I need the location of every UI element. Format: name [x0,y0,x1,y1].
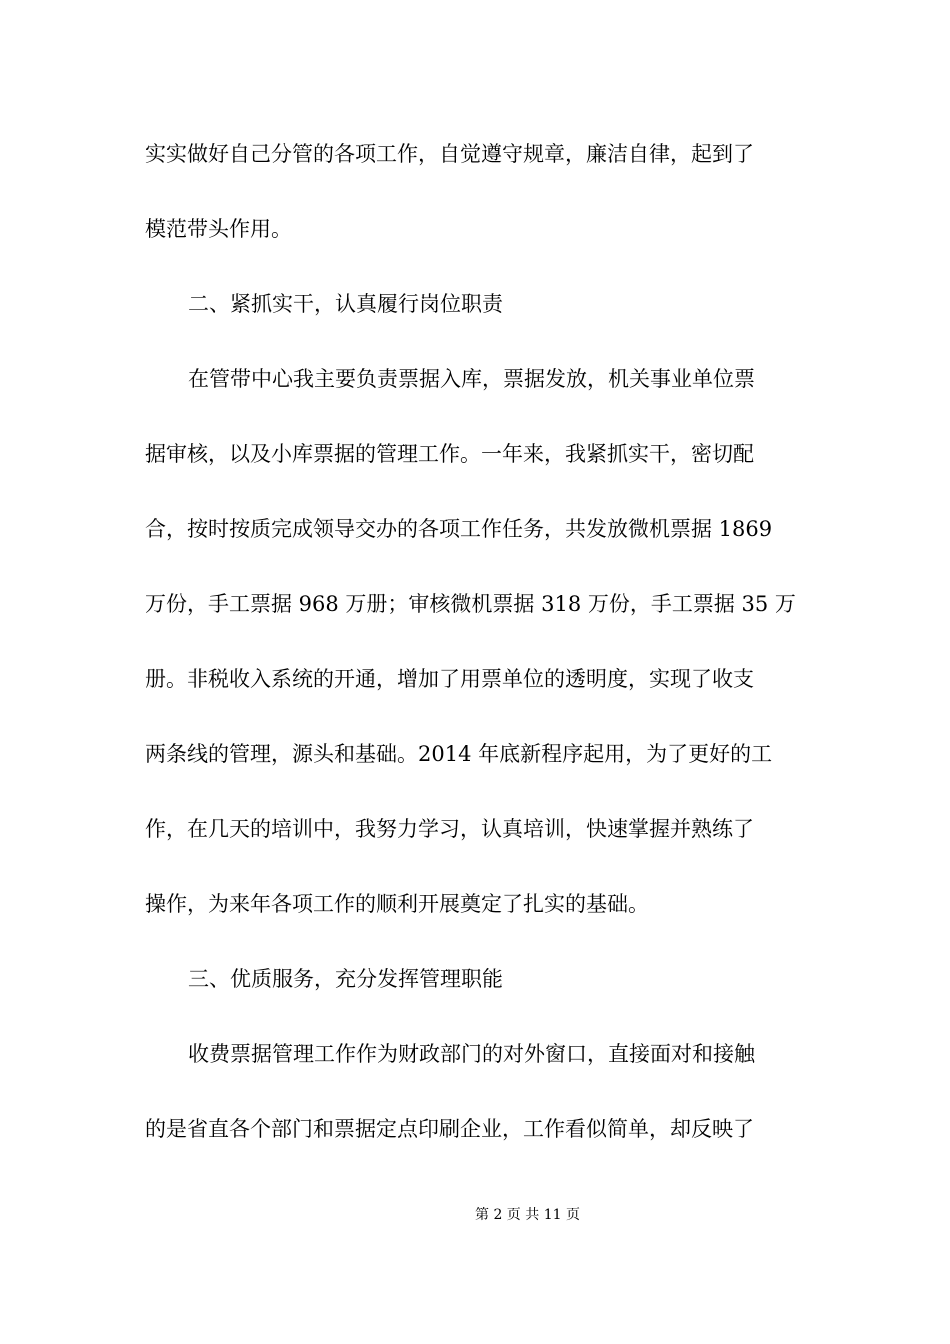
text-line: 的是省直各个部门和票据定点印刷企业，工作看似简单，却反映了 [145,1117,754,1141]
text-line: 册。非税收入系统的开通，增加了用票单位的透明度，实现了收支 [145,667,754,691]
text-line: 实实做好自己分管的各项工作，自觉遵守规章，廉洁自律，起到了 [145,142,754,166]
text-line: 操作，为来年各项工作的顺利开展奠定了扎实的基础。 [145,892,649,916]
text-line: 在管带中心我主要负责票据入库，票据发放，机关事业单位票 [188,367,755,391]
text-line: 收费票据管理工作作为财政部门的对外窗口，直接面对和接触 [188,1042,755,1066]
text-line: 作，在几天的培训中，我努力学习，认真培训，快速掌握并熟练了 [145,817,754,841]
text-line: 模范带头作用。 [145,217,292,241]
section-heading: 二、紧抓实干，认真履行岗位职责 [188,292,503,316]
section-heading: 三、优质服务，充分发挥管理职能 [188,967,503,991]
text-line: 据审核，以及小库票据的管理工作。一年来，我紧抓实干，密切配 [145,442,754,466]
text-line: 万份，手工票据 968 万册；审核微机票据 318 万份，手工票据 35 万 [145,592,796,616]
page-footer [0,1205,950,1225]
page-number: 第 2 页 共 11 页 [475,1207,580,1223]
text-line: 合，按时按质完成领导交办的各项工作任务，共发放微机票据 1869 [145,517,773,541]
text-line: 两条线的管理，源头和基础。2014 年底新程序起用，为了更好的工 [145,742,773,766]
